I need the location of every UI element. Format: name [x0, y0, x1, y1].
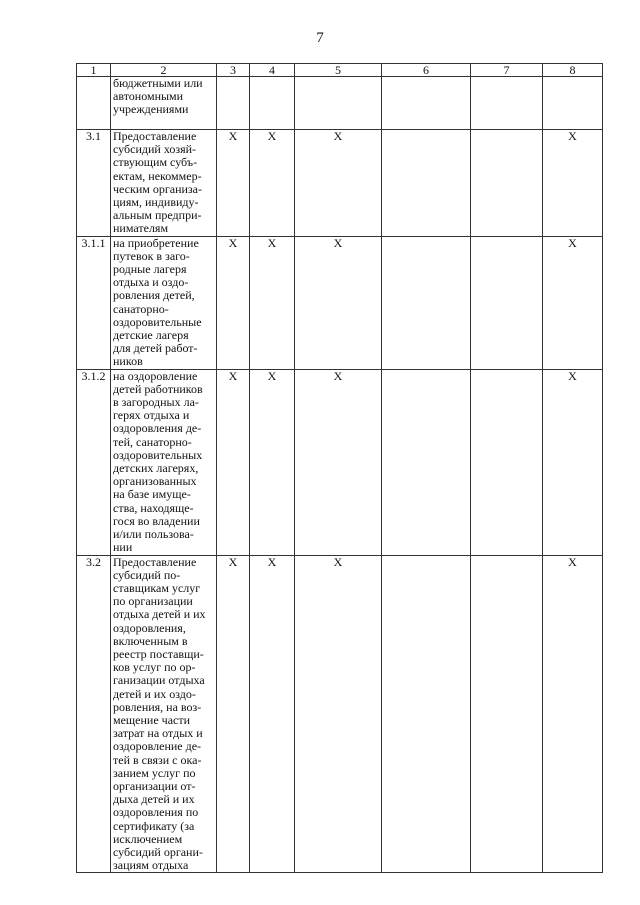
column-header: 4: [250, 64, 295, 77]
table-row: [77, 555, 603, 873]
row-number-cell: 3.1.1: [77, 236, 111, 369]
mark-cell: [471, 369, 543, 555]
column-header: 6: [382, 64, 471, 77]
column-header: 8: [543, 64, 603, 77]
mark-cell: [382, 236, 471, 369]
mark-cell: X: [250, 236, 295, 369]
mark-cell: [471, 130, 543, 237]
mark-cell: X: [250, 369, 295, 555]
row-number-cell: 3.1.2: [77, 369, 111, 555]
mark-cell: [217, 77, 250, 130]
row-description-cell: бюджетными или автономными учреждениями: [111, 77, 217, 130]
mark-cell: [543, 77, 603, 130]
mark-cell: X: [250, 555, 295, 873]
mark-cell: X: [295, 130, 382, 237]
mark-cell: X: [250, 130, 295, 237]
mark-cell: X: [217, 369, 250, 555]
page-number: 7: [316, 30, 324, 46]
mark-cell: [471, 555, 543, 873]
mark-cell: X: [217, 555, 250, 873]
table-row: [77, 369, 603, 555]
mark-cell: X: [543, 555, 603, 873]
column-header: 5: [295, 64, 382, 77]
mark-cell: X: [543, 236, 603, 369]
row-number-cell: 3.1: [77, 130, 111, 237]
mark-cell: [382, 369, 471, 555]
row-description-cell: на приобретение путевок в заго- родные лагеря отдыха и оздо- ровления детей, санаторно- оздоровительные детские лагеря для детей работ- ников: [111, 236, 217, 369]
mark-cell: X: [295, 236, 382, 369]
mark-cell: [471, 236, 543, 369]
table-row: [77, 77, 603, 130]
mark-cell: X: [295, 369, 382, 555]
budget-table: [76, 63, 603, 873]
row-description-cell: Предоставление субсидий хозяй- ствующим субъ- ектам, некоммер- ческим организа- циям, индивиду- альным предпри- нимателям: [111, 130, 217, 237]
mark-cell: [382, 130, 471, 237]
table-row: [77, 130, 603, 237]
row-description-cell: Предоставление субсидий по- ставщикам услуг по организации отдыха детей и их оздоровления, включенным в реестр поставщи- ков услуг по ор- ганизации отдыха детей и их оздо- ровления, на воз- мещение части затрат на отдых и оздоровление де- тей в связи с ока- занием услуг по организации от- дыха детей и их оздоровления по сертификату (за исключением субсидий органи- зациям отдыха: [111, 555, 217, 873]
row-description-cell: на оздоровление детей работников в загородных ла- герях отдыха и оздоровления де- тей, санаторно- оздоровительных детских лагерях, организованных на базе имуще- ства, находяще- гося во владении и/или пользова- нии: [111, 369, 217, 555]
column-header: 3: [217, 64, 250, 77]
table-header-row: [77, 64, 603, 77]
mark-cell: [295, 77, 382, 130]
mark-cell: [382, 555, 471, 873]
mark-cell: [250, 77, 295, 130]
mark-cell: X: [217, 130, 250, 237]
mark-cell: X: [543, 369, 603, 555]
column-header: 7: [471, 64, 543, 77]
column-header: 1: [77, 64, 111, 77]
mark-cell: [471, 77, 543, 130]
mark-cell: X: [543, 130, 603, 237]
table-row: [77, 236, 603, 369]
column-header: 2: [111, 64, 217, 77]
row-number-cell: [77, 77, 111, 130]
mark-cell: [382, 77, 471, 130]
mark-cell: X: [217, 236, 250, 369]
mark-cell: X: [295, 555, 382, 873]
row-number-cell: 3.2: [77, 555, 111, 873]
